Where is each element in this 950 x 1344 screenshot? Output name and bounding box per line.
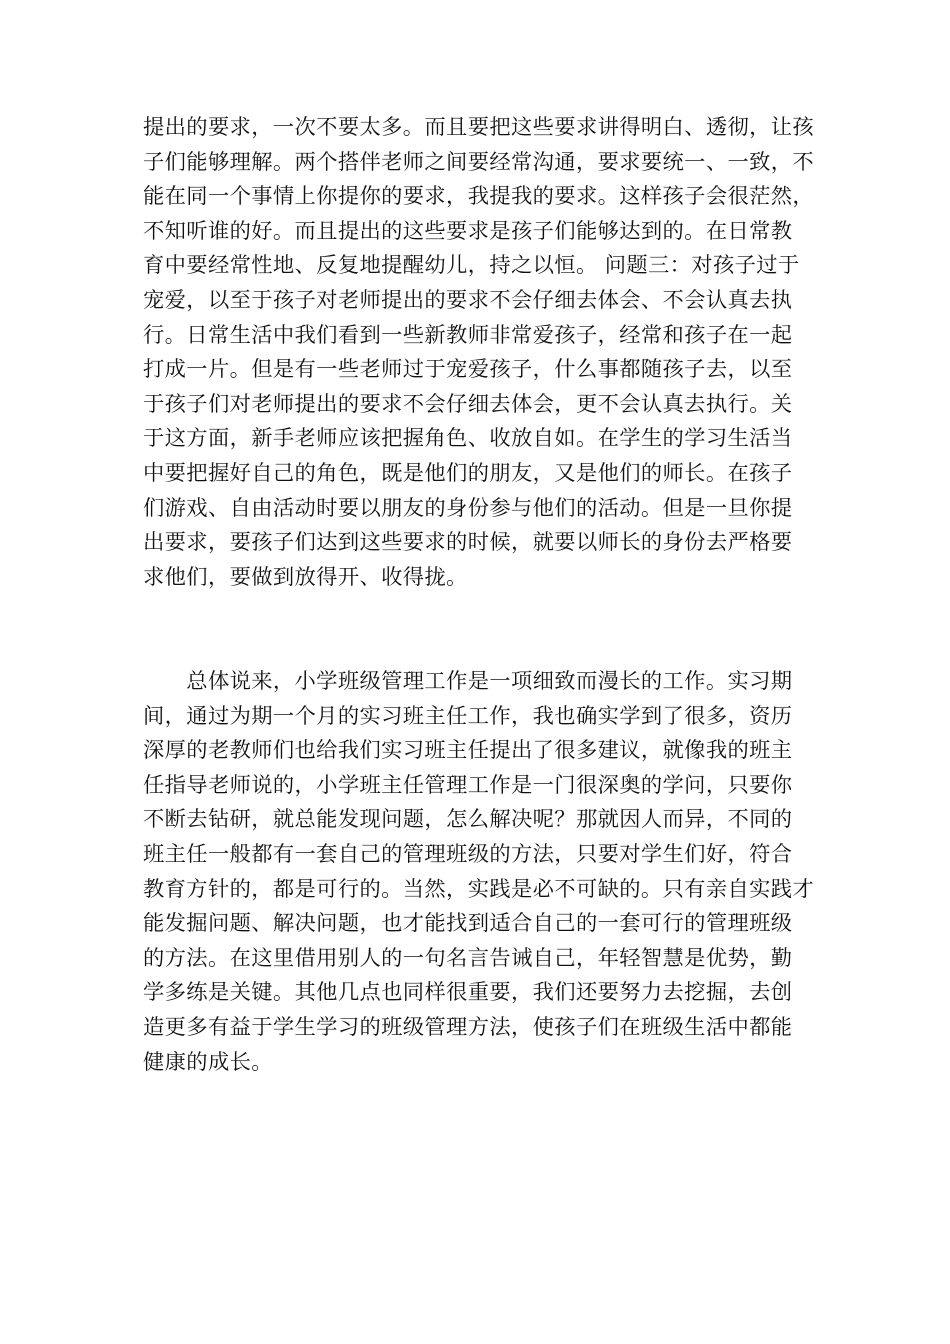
text-line: 总体说来，小学班级管理工作是一项细致而漫长的工作。实习期 — [143, 669, 793, 694]
paragraph-1 — [143, 111, 815, 595]
text-line: 于这方面，新手老师应该把握角色、收放自如。在学生的学习生活当 — [143, 426, 793, 452]
text-line: 出要求，要孩子们达到这些要求的时候，就要以师长的身份去严格要 — [143, 530, 793, 556]
text-line: 班主任一般都有一套自己的管理班级的方法，只要对学生们好，符合 — [143, 841, 793, 867]
text-line: 任指导老师说的，小学班主任管理工作是一门很深奥的学问，只要你 — [143, 772, 793, 798]
text-line: 健康的成长。 — [143, 1049, 273, 1075]
text-line: 打成一片。但是有一些老师过于宠爱孩子，什么事都随孩子去，以至 — [143, 357, 793, 383]
text-line: 于孩子们对老师提出的要求不会仔细去体会，更不会认真去执行。关 — [143, 391, 793, 417]
text-line: 能发掘问题、解决问题，也才能找到适合自己的一套可行的管理班级 — [143, 911, 793, 937]
text-line: 中要把握好自己的角色，既是他们的朋友，又是他们的师长。在孩子 — [143, 460, 793, 486]
text-line: 深厚的老教师们也给我们实习班主任提出了很多建议，就像我的班主 — [143, 738, 793, 764]
text-line: 行。日常生活中我们看到一些新教师非常爱孩子，经常和孩子在一起 — [143, 322, 793, 348]
text-line: 不断去钻研，就总能发现问题，怎么解决呢？那就因人而异，不同的 — [143, 807, 793, 833]
text-line: 能在同一个事情上你提你的要求，我提我的要求。这样孩子会很茫然， — [143, 184, 815, 210]
text-line: 教育方针的，都是可行的。当然，实践是必不可缺的。只有亲自实践才 — [143, 876, 815, 902]
text-line: 育中要经常性地、反复地提醒幼儿，持之以恒。 问题三：对孩子过于 — [143, 253, 800, 279]
text-line: 子们能够理解。两个搭伴老师之间要经常沟通，要求要统一、一致，不 — [143, 149, 815, 175]
text-line: 提出的要求，一次不要太多。而且要把这些要求讲得明白、透彻，让孩 — [143, 115, 815, 140]
text-line: 间，通过为期一个月的实习班主任工作，我也确实学到了很多，资历 — [143, 703, 793, 729]
text-line: 们游戏、自由活动时要以朋友的身份参与他们的活动。但是一旦你提 — [143, 495, 793, 521]
text-line: 的方法。在这里借用别人的一句名言告诫自己，年轻智慧是优势，勤 — [143, 945, 793, 971]
text-line: 造更多有益于学生学习的班级管理方法，使孩子们在班级生活中都能 — [143, 1014, 793, 1040]
text-line: 求他们，要做到放得开、收得拢。 — [143, 564, 468, 590]
paragraph-2 — [143, 665, 815, 1080]
text-line: 学多练是关键。其他几点也同样很重要，我们还要努力去挖掘，去创 — [143, 980, 793, 1006]
text-line: 宠爱，以至于孩子对老师提出的要求不会仔细去体会、不会认真去执 — [143, 287, 793, 313]
text-line: 不知听谁的好。而且提出的这些要求是孩子们能够达到的。在日常教 — [143, 218, 793, 244]
